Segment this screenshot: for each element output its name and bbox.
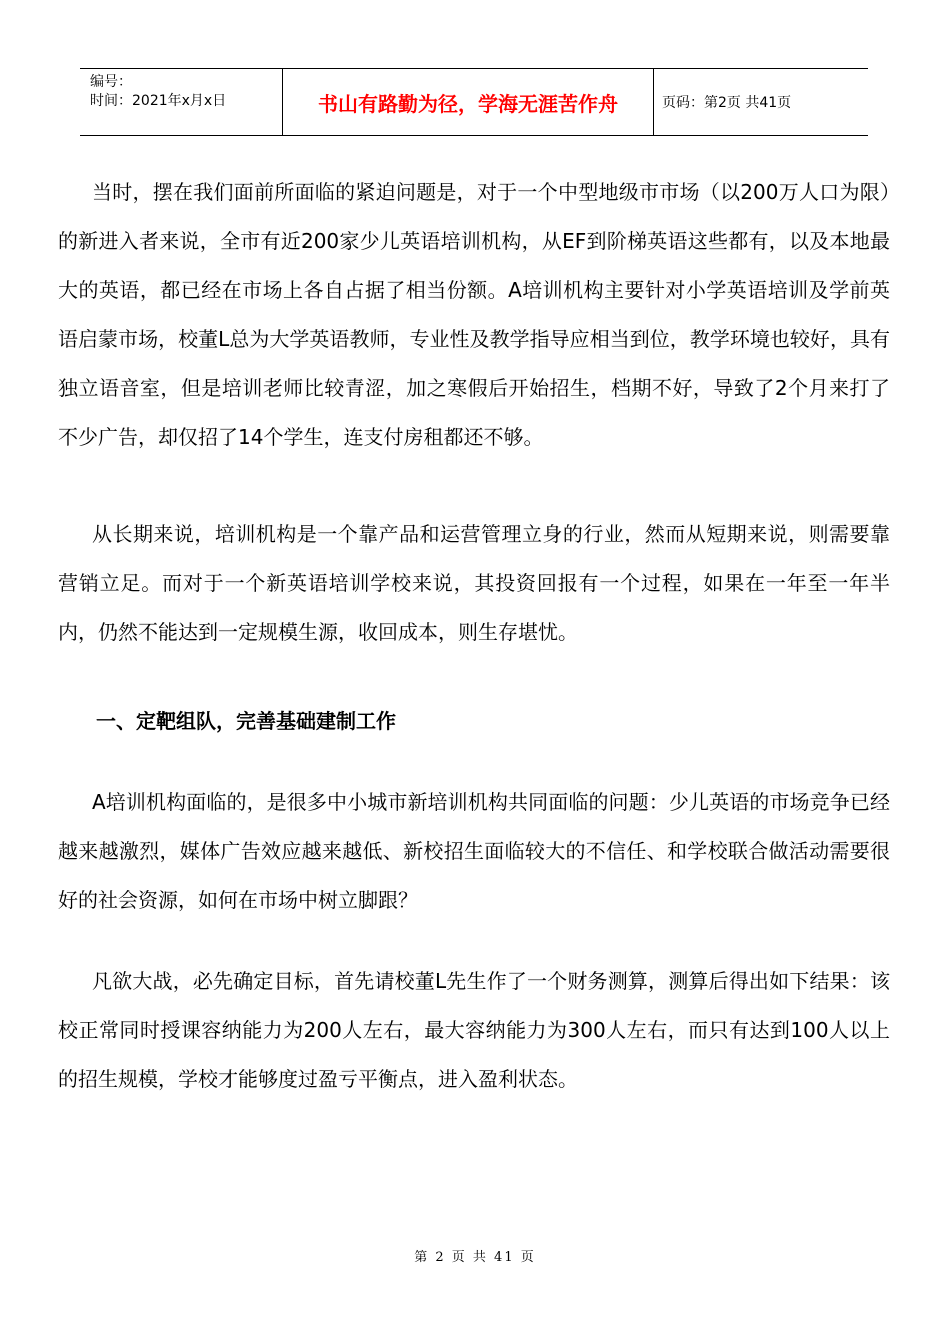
paragraph-2: 从长期来说，培训机构是一个靠产品和运营管理立身的行业，然而从短期来说，则需要靠营销立足。而对于一个新英语培训学校来说，其投资回报有一个过程，如果在一年至一年半内，仍然不能达到一定规模生源，收回成本，则生存堪忧。 <box>58 522 890 644</box>
header-motto: 书山有路勤为径，学海无涯苦作舟 <box>282 69 654 135</box>
header-meta-cell <box>80 69 282 135</box>
page-footer: 第 2 页 共 41 页 <box>414 1250 536 1265</box>
paragraph-4: 凡欲大战，必先确定目标，首先请校董L先生作了一个财务测算，测算后得出如下结果：该校正常同时授课容纳能力为200人左右，最大容纳能力为300人左右，而只有达到100人以上的招生规模，学校才能够度过盈亏平衡点，进入盈利状态。 <box>58 969 890 1091</box>
header-table <box>80 68 868 136</box>
section-heading-1: 一、定靶组队，完善基础建制工作 <box>96 709 396 733</box>
header-page-info: 页码：第2页 共41页 <box>662 95 792 111</box>
header-date-label: 时间：2021年x月x日 <box>90 93 227 109</box>
paragraph-3: A培训机构面临的，是很多中小城市新培训机构共同面临的问题：少儿英语的市场竞争已经越来越激烈，媒体广告效应越来越低、新校招生面临较大的不信任、和学校联合做活动需要很好的社会资源，如何在市场中树立脚跟？ <box>58 790 890 912</box>
paragraph-1: 当时，摆在我们面前所面临的紧迫问题是，对于一个中型地级市市场（以200万人口为限）的新进入者来说，全市有近200家少儿英语培训机构，从EF到阶梯英语这些都有，以及本地最大的英语，都已经在市场上各自占据了相当份额。A培训机构主要针对小学英语培训及学前英语启蒙市场，校董L总为大学英语教师，专业性及教学指导应相当到位，教学环境也较好，具有独立语音室，但是培训老师比较青涩，加之寒假后开始招生，档期不好，导致了2个月来打了不少广告，却仅招了14个学生，连支付房租都还不够。 <box>58 180 890 449</box>
header-number-label: 编号： <box>90 74 132 90</box>
document-body <box>58 168 890 1104</box>
